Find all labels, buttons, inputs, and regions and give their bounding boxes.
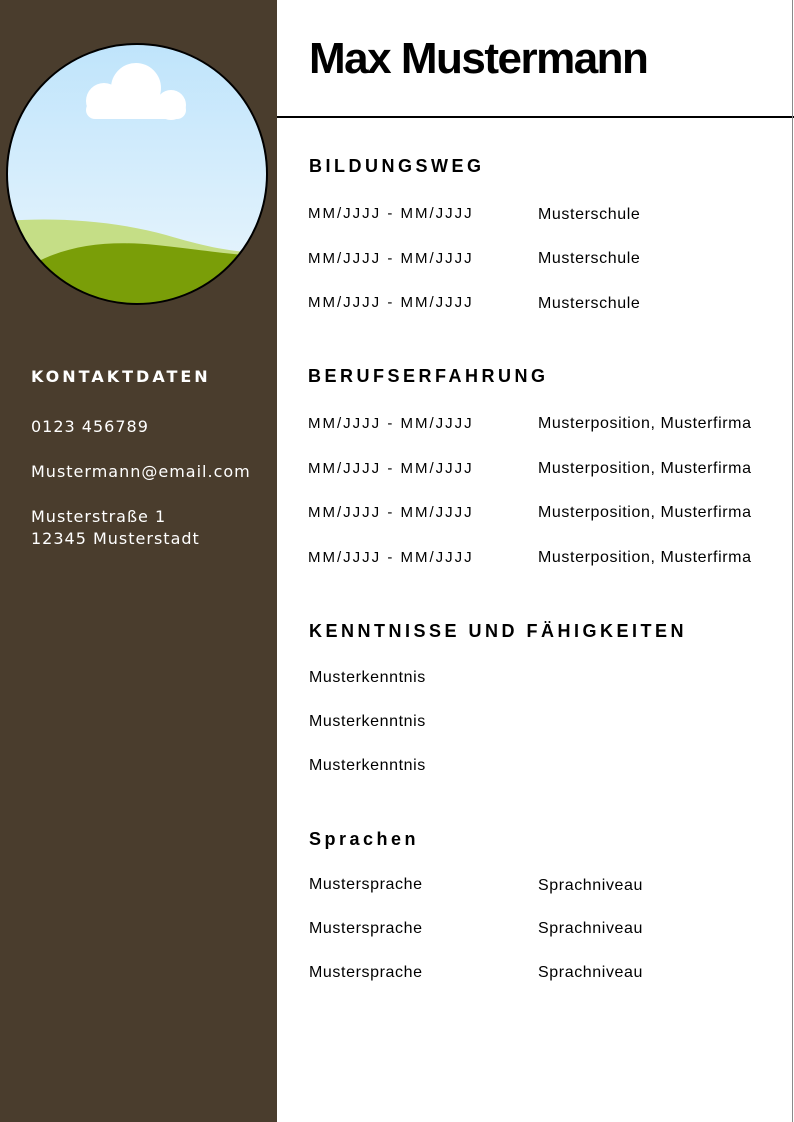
education-period: MM/JJJJ - MM/JJJJ — [308, 250, 474, 267]
contact-city: 12345 Musterstadt — [31, 529, 200, 548]
skill-item: Musterkenntnis — [309, 669, 426, 686]
language-name: Mustersprache — [309, 964, 423, 981]
education-school: Musterschule — [538, 250, 641, 267]
header-divider — [277, 116, 794, 118]
contact-email: Mustermann@email.com — [31, 462, 251, 481]
contact-heading: KONTAKTDATEN — [31, 367, 211, 386]
experience-position: Musterposition, Musterfirma — [538, 504, 752, 521]
education-period: MM/JJJJ - MM/JJJJ — [308, 294, 474, 311]
contact-phone: 0123 456789 — [31, 417, 149, 436]
skill-item: Musterkenntnis — [309, 713, 426, 730]
education-heading: BILDUNGSWEG — [309, 156, 485, 176]
page-edge — [792, 0, 793, 1122]
skill-item: Musterkenntnis — [309, 757, 426, 774]
languages-heading: Sprachen — [309, 829, 420, 849]
sidebar — [0, 0, 277, 1122]
language-name: Mustersprache — [309, 876, 423, 893]
education-school: Musterschule — [538, 206, 641, 223]
experience-period: MM/JJJJ - MM/JJJJ — [308, 549, 474, 566]
language-level: Sprachniveau — [538, 877, 644, 894]
experience-heading: BERUFSERFAHRUNG — [308, 366, 549, 386]
experience-period: MM/JJJJ - MM/JJJJ — [308, 415, 474, 432]
language-level: Sprachniveau — [538, 964, 644, 981]
skills-heading: KENNTNISSE UND FÄHIGKEITEN — [309, 621, 688, 641]
education-period: MM/JJJJ - MM/JJJJ — [308, 205, 474, 222]
experience-position: Musterposition, Musterfirma — [538, 549, 752, 566]
profile-photo-placeholder — [6, 43, 268, 305]
experience-period: MM/JJJJ - MM/JJJJ — [308, 504, 474, 521]
language-level: Sprachniveau — [538, 920, 644, 937]
experience-position: Musterposition, Musterfirma — [538, 460, 752, 477]
education-school: Musterschule — [538, 295, 641, 312]
contact-street: Musterstraße 1 — [31, 507, 167, 526]
candidate-name: Max Mustermann — [309, 34, 648, 83]
experience-position: Musterposition, Musterfirma — [538, 415, 752, 432]
experience-period: MM/JJJJ - MM/JJJJ — [308, 460, 474, 477]
language-name: Mustersprache — [309, 920, 423, 937]
